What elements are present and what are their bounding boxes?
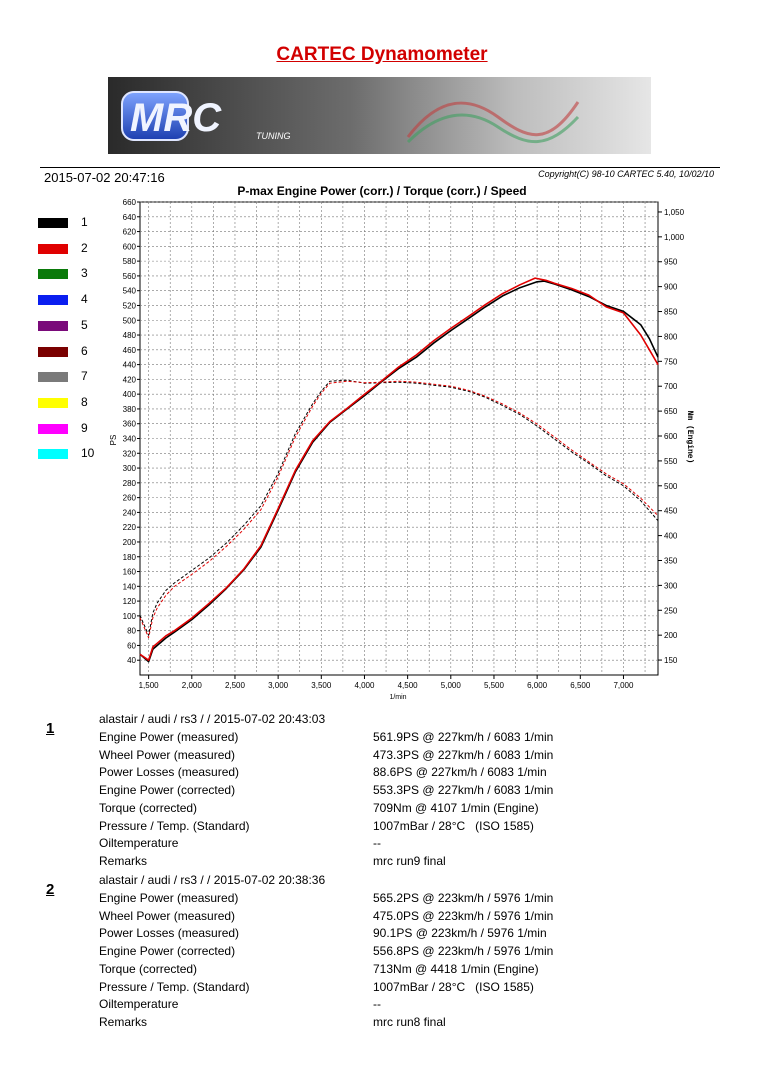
row-value: 561.9PS @ 227km/h / 6083 1/min — [373, 730, 554, 744]
y-tick-label: 140 — [122, 582, 136, 592]
y2-tick-label: 850 — [664, 307, 678, 317]
y-tick-label: 520 — [122, 301, 136, 311]
y-tick-label: 160 — [122, 567, 136, 577]
y-tick-label: 260 — [122, 493, 136, 503]
svg-text:TUNING: TUNING — [256, 131, 291, 141]
x-tick-label: 7,000 — [613, 681, 634, 690]
legend-label: 4 — [81, 292, 88, 307]
y2-axis-label: Nm (Engine) — [685, 410, 694, 464]
y-tick-label: 240 — [122, 508, 136, 518]
y2-tick-label: 900 — [664, 282, 678, 292]
row-label: Engine Power (measured) — [99, 730, 239, 744]
page-title: CARTEC Dynamometer — [276, 44, 488, 65]
y2-tick-label: 500 — [664, 481, 678, 491]
y-tick-label: 180 — [122, 552, 136, 562]
legend-label: 6 — [81, 343, 88, 358]
y2-tick-label: 450 — [664, 506, 678, 516]
x-tick-label: 2,500 — [224, 681, 245, 690]
legend-label: 8 — [81, 394, 88, 409]
legend-label: 1 — [81, 215, 88, 229]
row-value: 90.1PS @ 223km/h / 5976 1/min — [373, 926, 547, 940]
y-tick-label: 120 — [122, 597, 136, 607]
y-tick-label: 300 — [122, 464, 136, 474]
y-axis-label: PS — [109, 434, 118, 446]
row-value: -- — [373, 836, 381, 850]
y-tick-label: 440 — [122, 360, 136, 370]
y2-tick-label: 600 — [664, 432, 678, 442]
y-tick-label: 320 — [122, 449, 136, 459]
row-value: 1007mBar / 28°C (ISO 1585) — [373, 819, 534, 833]
svg-text:MRC: MRC — [130, 96, 222, 140]
y-tick-label: 600 — [122, 242, 136, 252]
y2-tick-label: 800 — [664, 332, 678, 342]
x-tick-label: 4,500 — [397, 681, 418, 690]
y-tick-label: 280 — [122, 478, 136, 488]
row-value: 713Nm @ 4418 1/min (Engine) — [373, 962, 539, 976]
y-tick-label: 620 — [122, 227, 136, 237]
row-value: mrc run9 final — [373, 854, 446, 868]
y2-tick-label: 350 — [664, 556, 678, 566]
y-tick-label: 400 — [122, 390, 136, 400]
row-value: 565.2PS @ 223km/h / 5976 1/min — [373, 891, 554, 905]
row-label: Oiltemperature — [99, 997, 179, 1011]
run-header: alastair / audi / rs3 / / 2015-07-02 20:38:36 — [99, 873, 326, 887]
x-tick-label: 6,500 — [570, 681, 591, 690]
row-label: Oiltemperature — [99, 836, 179, 850]
y-tick-label: 200 — [122, 537, 136, 547]
x-axis-label: 1/min — [389, 694, 407, 700]
legend-label: 9 — [81, 420, 88, 435]
run-header: alastair / audi / rs3 / / 2015-07-02 20:43:03 — [99, 712, 326, 726]
y-tick-label: 500 — [122, 316, 136, 326]
y2-tick-label: 1,000 — [664, 232, 685, 242]
row-value: 473.3PS @ 227km/h / 6083 1/min — [373, 748, 554, 762]
row-value: -- — [373, 997, 381, 1011]
x-tick-label: 5,500 — [483, 681, 504, 690]
x-tick-label: 1,500 — [138, 681, 159, 690]
copyright-text: Copyright(C) 98-10 CARTEC 5.40, 10/02/10 — [538, 169, 714, 179]
legend-label: 2 — [81, 240, 88, 255]
legend-label: 10 — [81, 446, 95, 461]
y-tick-label: 100 — [122, 611, 136, 621]
y2-tick-label: 750 — [664, 357, 678, 367]
row-label: Power Losses (measured) — [99, 765, 240, 779]
row-label: Pressure / Temp. (Standard) — [99, 819, 250, 833]
x-tick-label: 2,000 — [181, 681, 202, 690]
y-tick-label: 660 — [122, 198, 136, 207]
y-tick-label: 560 — [122, 271, 136, 281]
y2-tick-label: 300 — [664, 581, 678, 591]
y2-tick-label: 700 — [664, 382, 678, 392]
row-value: 475.0PS @ 223km/h / 5976 1/min — [373, 909, 554, 923]
run-number: 2 — [46, 881, 55, 898]
legend-label: 3 — [81, 266, 88, 281]
row-label: Engine Power (measured) — [99, 891, 239, 905]
y-tick-label: 40 — [127, 656, 136, 666]
y2-tick-label: 1,050 — [664, 207, 685, 217]
row-label: Remarks — [99, 1015, 148, 1029]
row-value: 553.3PS @ 227km/h / 6083 1/min — [373, 783, 554, 797]
legend-label: 5 — [81, 317, 88, 332]
row-value: 709Nm @ 4107 1/min (Engine) — [373, 801, 539, 815]
row-label: Wheel Power (measured) — [99, 748, 236, 762]
row-label: Pressure / Temp. (Standard) — [99, 980, 250, 994]
row-value: mrc run8 final — [373, 1015, 446, 1029]
y-tick-label: 460 — [122, 345, 136, 355]
y-tick-label: 380 — [122, 404, 136, 414]
y-tick-label: 580 — [122, 257, 136, 267]
row-label: Wheel Power (measured) — [99, 909, 236, 923]
row-label: Torque (corrected) — [99, 962, 198, 976]
chart-title: P-max Engine Power (corr.) / Torque (corr.) / Speed — [237, 184, 527, 198]
y2-tick-label: 950 — [664, 257, 678, 267]
row-value: 88.6PS @ 227km/h / 6083 1/min — [373, 765, 547, 779]
y-tick-label: 480 — [122, 331, 136, 341]
x-tick-label: 5,000 — [440, 681, 461, 690]
y2-tick-label: 550 — [664, 456, 678, 466]
row-label: Engine Power (corrected) — [99, 783, 236, 797]
y-tick-label: 360 — [122, 419, 136, 429]
row-value: 1007mBar / 28°C (ISO 1585) — [373, 980, 534, 994]
y2-tick-label: 200 — [664, 631, 678, 641]
row-label: Remarks — [99, 854, 148, 868]
run-number: 1 — [46, 720, 55, 737]
report-timestamp: 2015-07-02 20:47:16 — [44, 170, 165, 185]
row-label: Power Losses (measured) — [99, 926, 240, 940]
y-tick-label: 540 — [122, 286, 136, 296]
row-value: 556.8PS @ 223km/h / 5976 1/min — [373, 944, 554, 958]
x-tick-label: 6,000 — [527, 681, 548, 690]
x-tick-label: 3,500 — [311, 681, 332, 690]
y-tick-label: 220 — [122, 523, 136, 533]
y2-tick-label: 150 — [664, 656, 678, 666]
y-tick-label: 420 — [122, 375, 136, 385]
y-tick-label: 340 — [122, 434, 136, 444]
legend-label: 7 — [81, 369, 88, 384]
y2-tick-label: 400 — [664, 531, 678, 541]
y-tick-label: 640 — [122, 212, 136, 222]
y2-tick-label: 250 — [664, 606, 678, 616]
x-tick-label: 3,000 — [268, 681, 289, 690]
y-tick-label: 60 — [127, 641, 136, 651]
row-label: Torque (corrected) — [99, 801, 198, 815]
y-tick-label: 80 — [127, 626, 136, 636]
y2-tick-label: 650 — [664, 407, 678, 417]
row-label: Engine Power (corrected) — [99, 944, 236, 958]
x-tick-label: 4,000 — [354, 681, 375, 690]
